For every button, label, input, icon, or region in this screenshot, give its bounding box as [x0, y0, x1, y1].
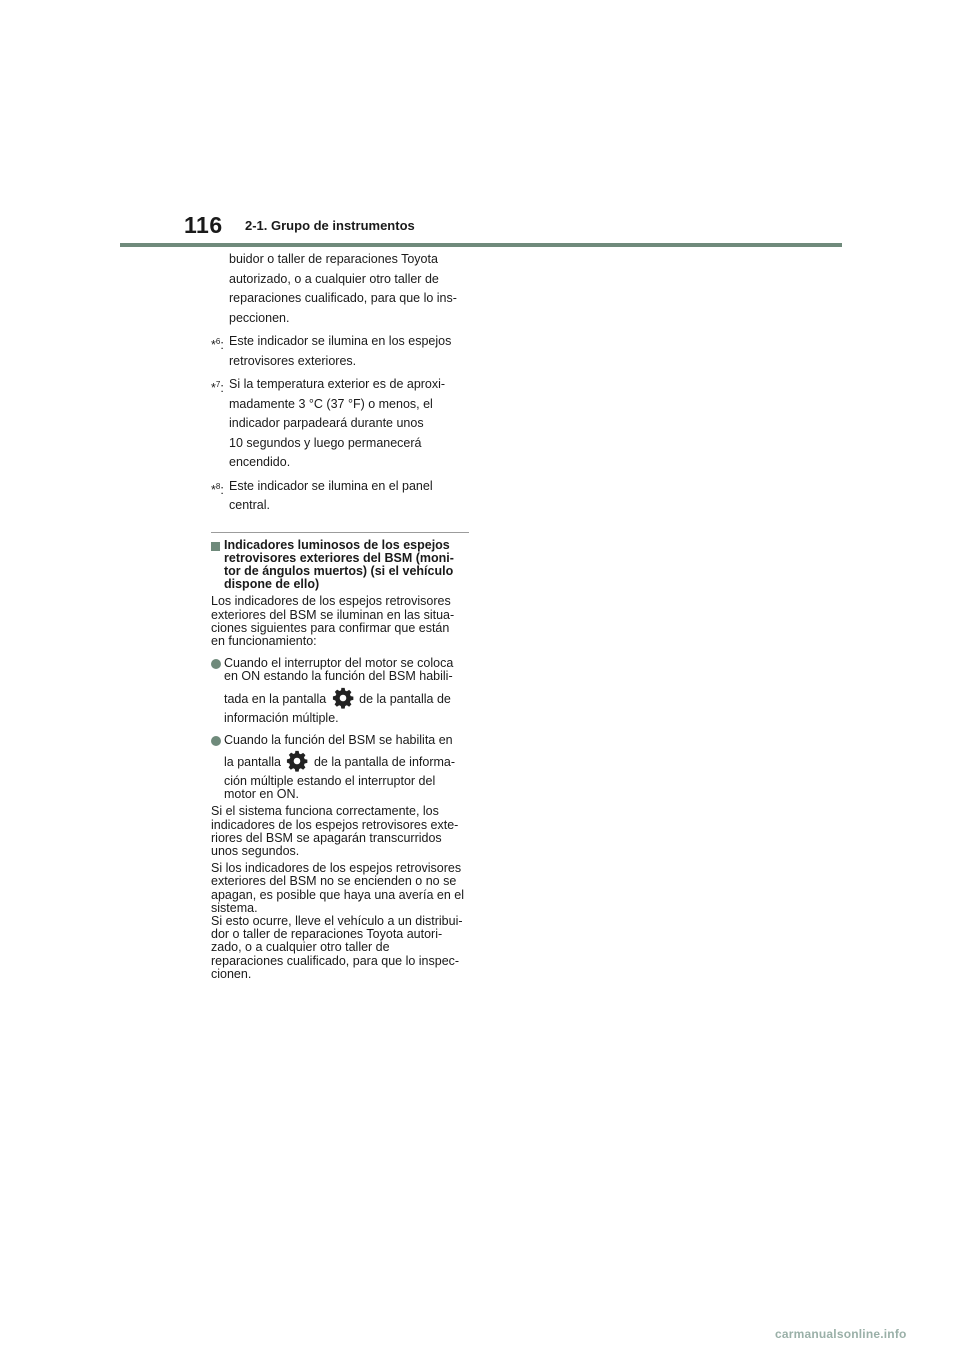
text-line: Este indicador se ilumina en los espejos [229, 334, 452, 348]
square-bullet-icon [211, 542, 220, 551]
subheading-line: tor de ángulos muertos) (si el vehículo [224, 563, 454, 578]
circle-bullet-icon [211, 736, 221, 746]
circle-bullet-icon [211, 659, 221, 669]
text-line: indicadores de los espejos retrovisores exte- [211, 817, 459, 832]
footnote-6 [211, 332, 469, 371]
bullet-item [211, 657, 469, 725]
text-line: Si la temperatura exterior es de aproxi- [229, 377, 446, 391]
page-number: 116 [184, 212, 223, 238]
text-line: Cuando el interruptor del motor se coloca [224, 656, 454, 671]
text-line: Los indicadores de los espejos retrovisores [211, 594, 451, 609]
section-divider [211, 532, 469, 533]
gear-icon [332, 687, 354, 709]
text-line: en funcionamiento: [211, 633, 317, 648]
text-line: Si el sistema funciona correctamente, los [211, 804, 439, 819]
text-line: 10 segundos y luego permanecerá [229, 435, 422, 450]
footnote-7 [211, 375, 469, 473]
text-line: en ON estando la función del BSM habili- [224, 669, 453, 684]
text-line: exteriores del BSM no se encienden o no se [211, 874, 457, 889]
text-line: ciones siguientes para confirmar que están [211, 620, 450, 635]
text-line: madamente 3 °C (37 °F) o menos, el [229, 396, 433, 411]
text-line: autorizado, o a cualquier otro taller de [229, 271, 439, 286]
text-line: sistema. [211, 900, 258, 915]
text-line: zado, o a cualquier otro taller de [211, 940, 390, 955]
warning-paragraph [211, 862, 469, 981]
text-line: apagan, es posible que haya una avería en el [211, 887, 464, 902]
text-line: información múltiple. [224, 710, 339, 725]
text-line: Si esto ocurre, lleve el vehículo a un distribui- [211, 913, 463, 928]
gear-icon [286, 750, 308, 772]
text-line: cionen. [211, 966, 252, 981]
text-line: motor en ON. [224, 787, 300, 802]
text-line: ción múltiple estando el interruptor del [224, 773, 436, 788]
subheading-line: Indicadores luminosos de los espejos [224, 537, 450, 552]
result-paragraph [211, 805, 469, 858]
subheading [211, 539, 469, 592]
text-line: indicador parpadeará durante unos [229, 416, 424, 430]
site-watermark: carmanualsonline.info [775, 1327, 907, 1341]
section-title: 2-1. Grupo de instrumentos [245, 218, 415, 233]
text-line: tada en la pantalla de la pantalla de [224, 686, 469, 712]
text-line: riores del BSM se apagarán transcurridos [211, 830, 442, 845]
text-line: Este indicador se ilumina en el panel [229, 478, 433, 493]
text-line: central. [229, 498, 270, 512]
footnote-8 [211, 477, 469, 516]
main-column [211, 250, 469, 981]
text-line: Cuando la función del BSM se habilita en [224, 732, 453, 747]
intro-paragraph [211, 595, 469, 648]
text-line: retrovisores exteriores. [229, 353, 357, 368]
text-line: la pantalla de la pantalla de informa- [224, 749, 469, 775]
subheading-line: retrovisores exteriores del BSM (moni- [224, 550, 454, 565]
text-line: exteriores del BSM se iluminan en las situa- [211, 607, 455, 622]
footnote-mark: *$^7$: [211, 380, 224, 395]
subheading-line: dispone de ello) [224, 577, 320, 592]
text-line: dor o taller de reparaciones Toyota autori- [211, 927, 443, 942]
text-line: Si los indicadores de los espejos retrovisores [211, 861, 462, 876]
footnote-mark: *$^8$: [211, 481, 224, 497]
footnote-mark: *$^6$: [211, 337, 224, 352]
text-line: reparaciones cualificado, para que lo inspec- [211, 953, 460, 968]
text-line: reparaciones cualificado, para que lo ins- [229, 291, 457, 305]
text-line: buidor o taller de reparaciones Toyota [229, 252, 438, 266]
bullet-item [211, 734, 469, 802]
text-line: peccionen. [229, 310, 290, 325]
header-rule [120, 243, 842, 247]
text-line: unos segundos. [211, 843, 300, 858]
text-line: encendido. [229, 455, 291, 469]
continued-paragraph [211, 250, 469, 328]
